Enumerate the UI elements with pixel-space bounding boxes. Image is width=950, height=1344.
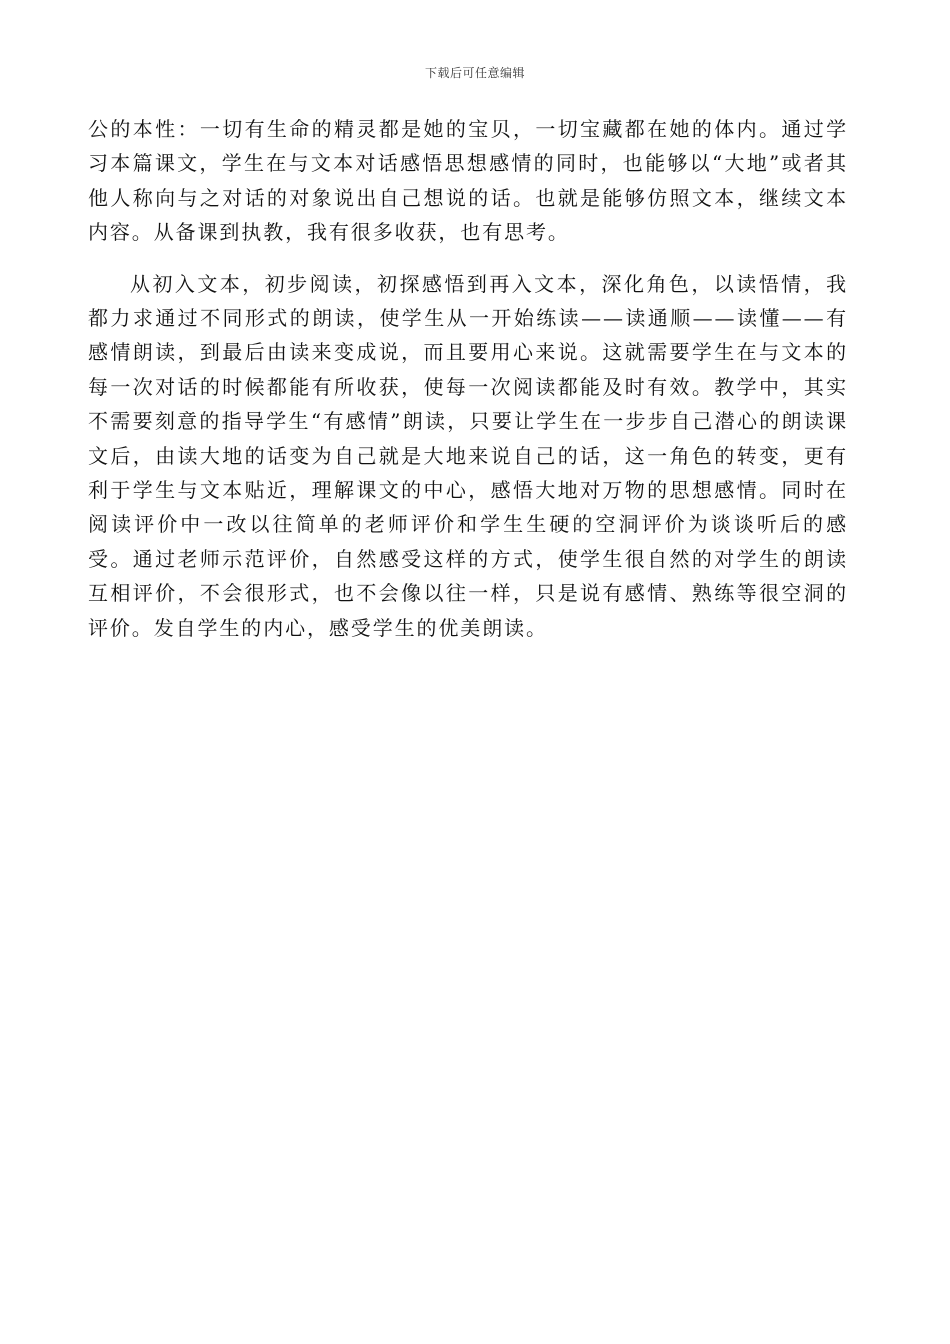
paragraph-reading-reflection: 从初入文本，初步阅读，初探感悟到再入文本，深化角色，以读悟情，我都力求通过不同形式的朗读，使学生从一开始练读——读通顺——读懂——有感情朗读，到最后由读来变成说，而且要用心来说。这就需要学生在与文本的每一次对话的时候都能有所收获，使每一次阅读都能及时有效。教学中，其实不需要刻意的指导学生“有感情”朗读，只要让学生在一步步自己潜心的朗读课文后，由读大地的话变为自己就是大地来说自己的话，这一角色的转变，更有利于学生与文本贴近，理解课文的中心，感悟大地对万物的思想感情。同时在阅读评价中一改以往简单的老师评价和学生生硬的空洞评价为谈谈听后的感受。通过老师示范评价，自然感受这样的方式，使学生很自然的对学生的朗读互相评价，不会很形式，也不会像以往一样，只是说有感情、熟练等很空洞的评价。发自学生的内心，感受学生的优美朗读。 [88,271,848,640]
page-header: 下载后可任意编辑 [424,66,525,80]
paragraph-continuation: 公的本性：一切有生命的精灵都是她的宝贝，一切宝藏都在她的体内。通过学习本篇课文，学生在与文本对话感悟思想感情的同时，也能够以“大地”或者其他人称向与之对话的对象说出自己想说的话。也就是能够仿照文本，继续文本内容。从备课到执教，我有很多收获，也有思考。 [88,117,848,245]
document-body [88,112,848,645]
